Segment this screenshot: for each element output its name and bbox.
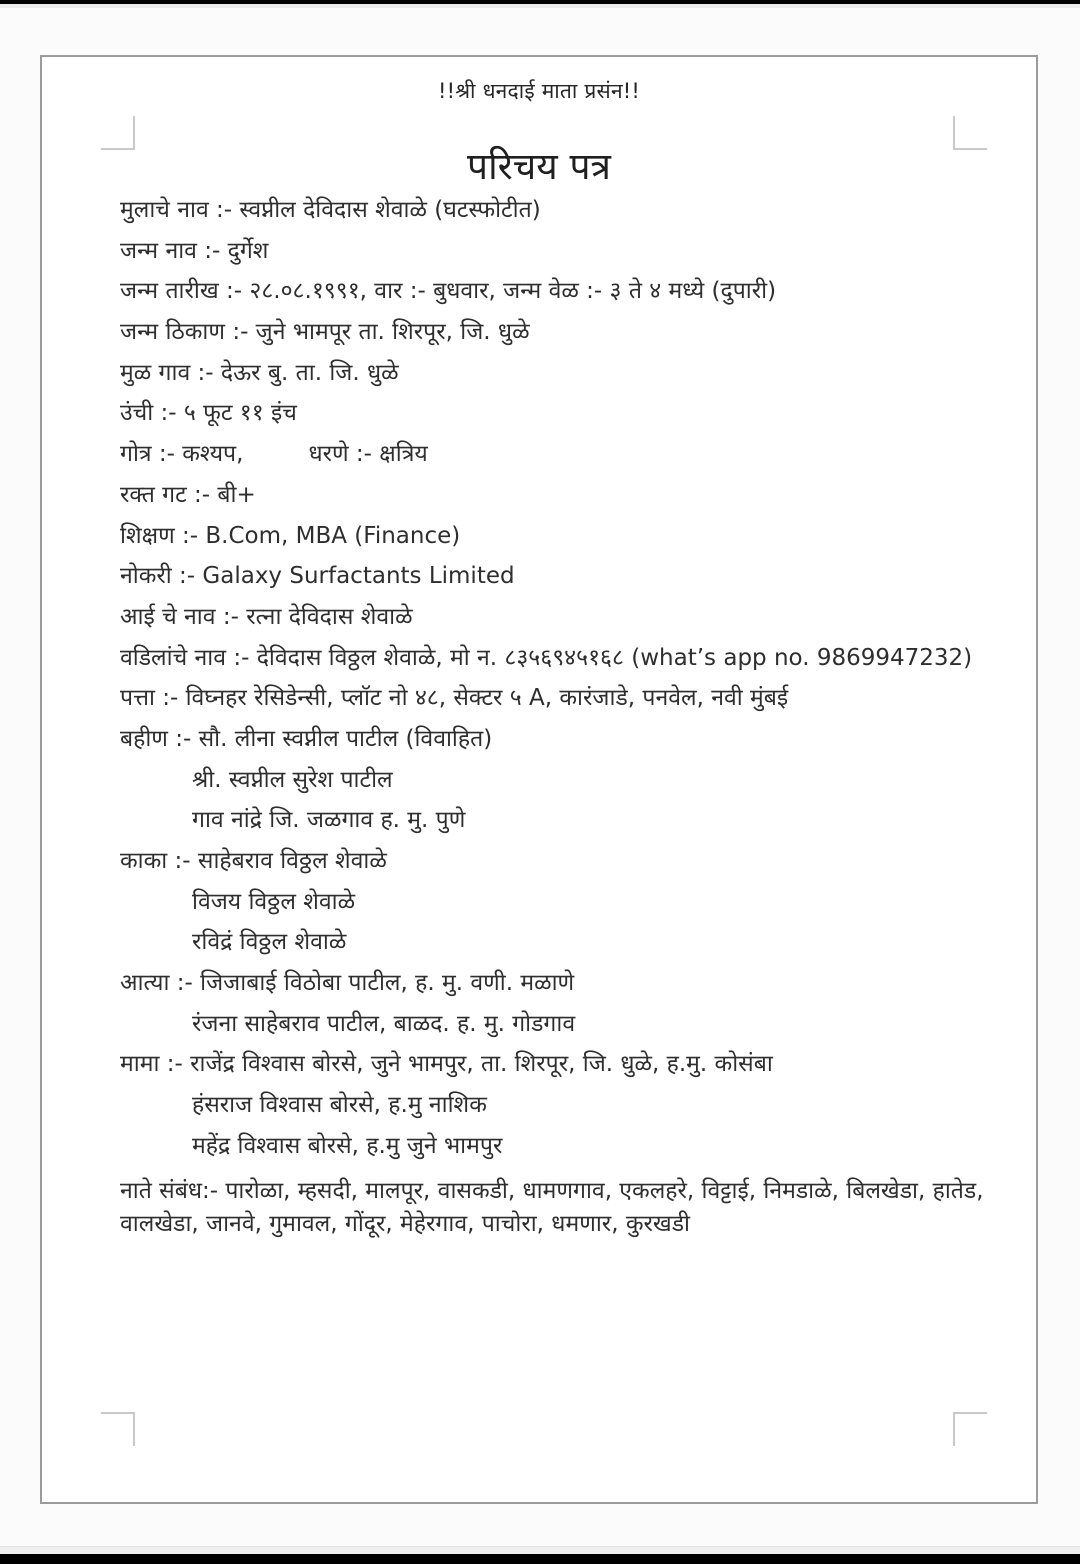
document-line: गाव नांद्रे जि. जळगाव ह. मु. पुणे [192,807,466,834]
document-line: जन्म ठिकाण :- जुने भामपूर ता. शिरपूर, जि. धुळे [120,319,530,346]
document-line: वडिलांचे नाव :- देविदास विठ्ठल शेवाळे, मो न. ८३५६९४५१६८ (what’s app no. 9869947232) [120,644,973,671]
document-line: आई चे नाव :- रत्ना देविदास शेवाळे [120,603,413,630]
document-line: विजय विठ्ठल शेवाळे [192,888,356,915]
document-line: नोकरी :- Galaxy Surfactants Limited [120,563,515,590]
document-line: बहीण :- सौ. लीना स्वप्नील पाटील (विवाहित) [120,725,493,752]
document-line: जन्म नाव :- दुर्गेश [120,237,269,264]
document-line: आत्या :- जिजाबाई विठोबा पाटील, ह. मु. वणी. मळाणे [120,970,575,997]
document-line: काका :- साहेबराव विठ्ठल शेवाळे [120,848,387,874]
document-line: जन्म तारीख :- २८.०८.१९९१, वार :- बुधवार, जन्म वेळ :- ३ ते ४ मध्ये (दुपारी) [120,278,777,305]
text-boundary-corner-bottom-right-icon [953,1412,987,1446]
document-line: श्री. स्वप्नील सुरेश पाटील [192,766,393,793]
text-boundary-corner-bottom-left-icon [101,1412,135,1446]
document-line: मामा :- राजेंद्र विश्वास बोरसे, जुने भामपुर, ता. शिरपूर, जि. धुळे, ह.मु. कोसंबा [120,1051,773,1078]
document-line: हंसराज विश्वास बोरसे, ह.मु नाशिक [192,1092,487,1119]
blessing-header: !!श्री धनदाई माता प्रसंन!! [437,79,641,103]
document-line [120,434,1010,475]
document-line: रविद्रं विठ्ठल शेवाळे [192,929,347,956]
bottom-black-bar [0,1554,1080,1564]
document-body [120,190,1010,1241]
document-line: रक्त गट :- बी+ [120,481,256,508]
line-right-text: धरणे :- क्षत्रिय [308,441,428,468]
document-line: नाते संबंध:- पारोळा, म्हसदी, मालपूर, वासकडी, धामणगाव, एकलहरे, विट्टाई, निमडाळे, बिलखेडा, हातेड, वालखेडा, जानवे, गुमावल, गोंदूर, मेहेरगाव, पाचोरा, धमणार, कुरखडी [120,1177,984,1237]
bottom-gray-strip [0,1546,1080,1554]
document-title: परिचय पत्र [467,145,611,188]
document-line: शिक्षण :- B.Com, MBA (Finance) [120,522,461,549]
document-line: मुळ गाव :- देऊर बु. ता. जि. धुळे [120,359,399,386]
document-line: महेंद्र विश्वास बोरसे, ह.मु जुने भामपुर [192,1132,503,1159]
document-line: उंची :- ५ फूट ११ इंच [120,400,297,427]
line-left-text: गोत्र :- कश्यप, [120,441,244,468]
top-black-bar [0,0,1080,8]
document-page [40,55,1038,1504]
document-line: मुलाचे नाव :- स्वप्नील देविदास शेवाळे (घटस्फोटीत) [120,197,541,223]
document-line: पत्ता :- विघ्नहर रेसिडेन्सी, प्लॉट नो ४८, सेक्टर ५ A, कारंजाडे, पनवेल, नवी मुंबई [120,685,789,712]
document-line: रंजना साहेबराव पाटील, बाळद. ह. मु. गोडगाव [192,1010,576,1037]
